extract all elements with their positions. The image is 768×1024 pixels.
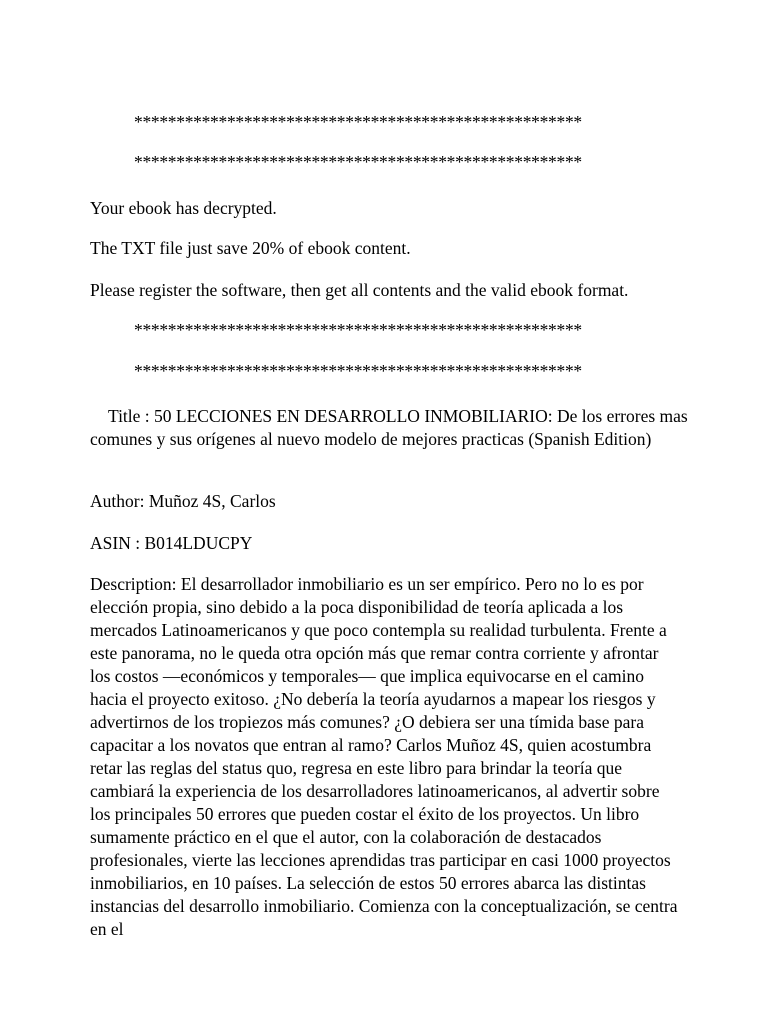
separator-line: ***************************************************** xyxy=(134,361,582,381)
register-notice: Please register the software, then get all contents and the valid ebook format. xyxy=(90,280,629,300)
separator-line: ***************************************************** xyxy=(134,112,582,132)
separator-line: ***************************************************** xyxy=(134,152,582,172)
book-author: Author: Muñoz 4S, Carlos xyxy=(90,491,276,511)
decrypt-notice: Your ebook has decrypted. xyxy=(90,198,277,218)
book-description: Description: El desarrollador inmobiliario es un ser empírico. Pero no lo es por elección propia, sino debido a la poca disponibilidad de teoría aplicada a los mercados Latinoamericanos y que poco contempla su realidad turbulenta. Frente a este panorama, no le queda otra opción más que remar contra corriente y afrontar los costos —económicos y temporales— que implica equivocarse en el camino hacia el proyecto exitoso. ¿No debería la teoría ayudarnos a mapear los riesgos y advertirnos de los tropiezos más comunes? ¿O debiera ser una tímida base para capacitar a los novatos que entran al ramo? Carlos Muñoz 4S, quien acostumbra retar las reglas del status quo, regresa en este libro para brindar la teoría que cambiará la experiencia de los desarrolladores latinoamericanos, al advertir sobre los principales 50 errores que pueden costar el éxito de los proyectos. Un libro sumamente práctico en el que el autor, con la colaboración de destacados profesionales, vierte las lecciones aprendidas tras participar en casi 1000 proyectos inmobiliarios, en 10 países. La selección de estos 50 errores abarca las distintas instancias del desarrollo inmobiliario. Comienza con la conceptualización, se centra en el xyxy=(90,574,678,939)
book-asin: ASIN : B014LDUCPY xyxy=(90,533,253,553)
book-title: Title : 50 LECCIONES EN DESARROLLO INMOBILIARIO: De los errores mas comunes y sus orígenes al nuevo modelo de mejores practicas (Spanish Edition) xyxy=(90,406,688,449)
content-limit-notice: The TXT file just save 20% of ebook content. xyxy=(90,238,411,258)
separator-line: ***************************************************** xyxy=(134,320,582,340)
